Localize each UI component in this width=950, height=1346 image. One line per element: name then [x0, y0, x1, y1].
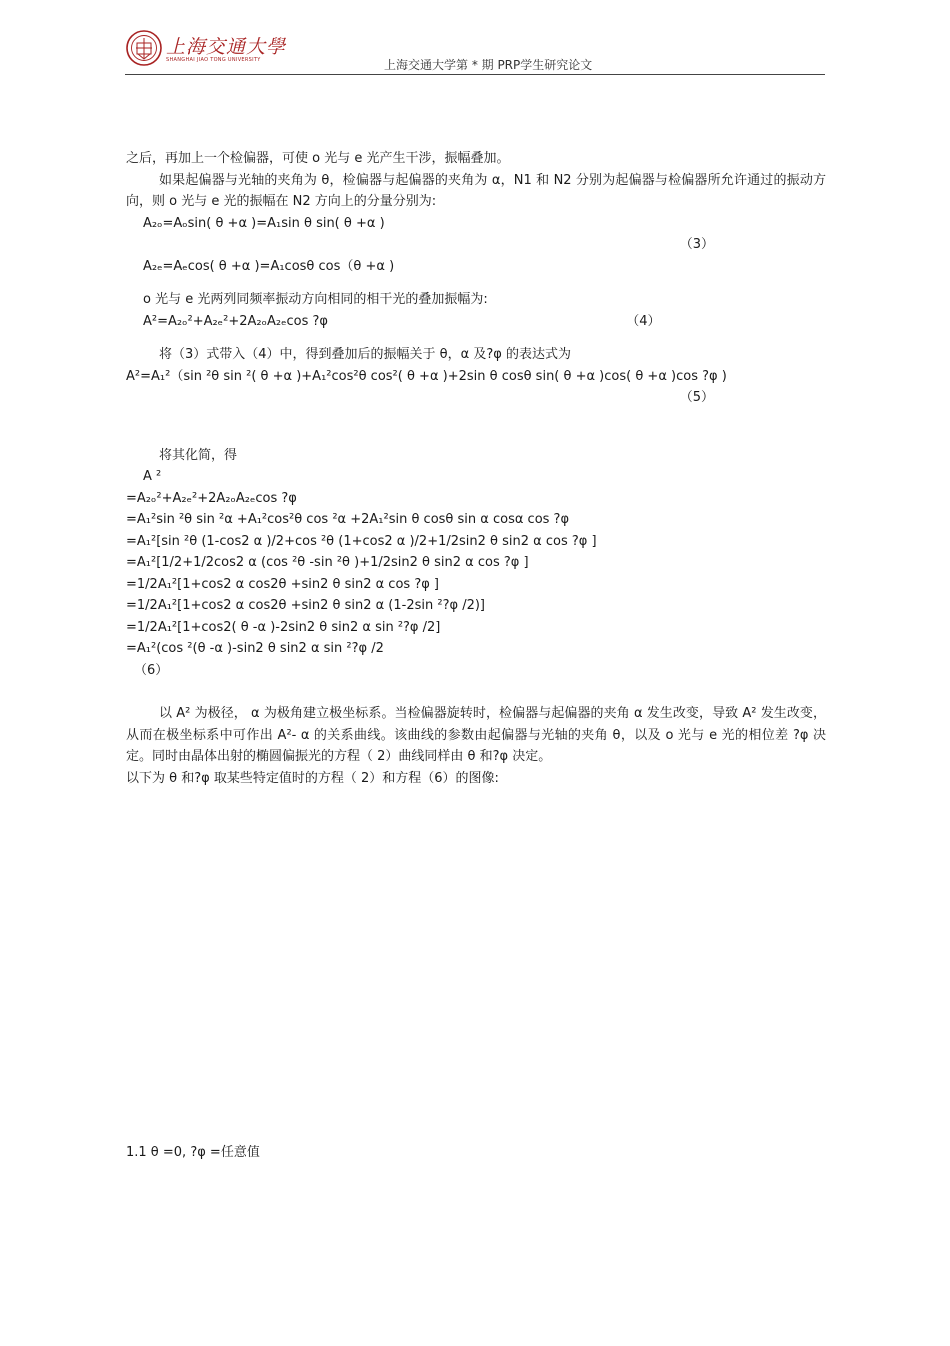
- equation-number-6: （6）: [134, 662, 169, 678]
- equation-4-body: A²=A₂ₒ²+A₂ₑ²+2A₂ₒA₂ₑcos ?φ: [143, 313, 328, 329]
- derivation-line: =A₁²sin ²θ sin ²α +A₁²cos²θ cos ²α +2A₁²sin θ cosθ sin α cosα cos ?φ: [126, 512, 570, 527]
- derivation-line: =A₂ₒ²+A₂ₑ²+2A₂ₒA₂ₑcos ?φ: [126, 490, 297, 506]
- paragraph-simplify: 将其化简，得: [159, 447, 238, 463]
- equation-number-4: （4）: [626, 313, 661, 329]
- paragraph-interference: 之后，再加上一个检偏器，可使 o 光与 e 光产生干涉，振幅叠加。: [126, 151, 510, 166]
- derivation-line: =1/2A₁²[1+cos2( θ -α )-2sin2 θ sin2 α sin ²?φ /2]: [126, 619, 441, 635]
- paragraph-angles: 如果起偏器与光轴的夹角为 θ，检偏器与起偏器的夹角为 α，N1 和 N2 分别为起偏器与检偏器所允许通过的振动方向，则 o 光与 e 光的振幅在 N2 方向上的分量分别为:: [126, 172, 826, 209]
- figure-area: [126, 789, 826, 1142]
- derivation-line: =1/2A₁²[1+cos2 α cos2θ +sin2 θ sin2 α (1-2sin ²?φ /2)]: [126, 598, 485, 613]
- paper-body: [126, 148, 826, 1164]
- equation-number-5: （5）: [679, 390, 714, 405]
- paragraph-substitute: 将（3）式带入（4）中，得到叠加后的振幅关于 θ，α 及?φ 的表达式为: [159, 347, 571, 362]
- university-seal-icon: [126, 30, 162, 66]
- paragraph-superposition: o 光与 e 光两列同频率振动方向相同的相干光的叠加振幅为:: [143, 292, 488, 307]
- derivation-line: A ²: [143, 469, 162, 484]
- equation-3a: A₂ₒ=Aₒsin( θ +α )=A₁sin θ sin( θ +α ): [143, 215, 385, 231]
- equation-5: A²=A₁²（sin ²θ sin ²( θ +α )+A₁²cos²θ cos²( θ +α )+2sin θ cosθ sin( θ +α )cos( θ +α )cos ?φ ): [126, 368, 727, 384]
- equation-4: [126, 311, 826, 333]
- derivation-line: =1/2A₁²[1+cos2 α cos2θ +sin2 θ sin2 α cos ?φ ]: [126, 576, 439, 592]
- equation-number-3: （3）: [679, 237, 714, 252]
- paragraph-figures-intro: 以下为 θ 和?φ 取某些特定值时的方程（ 2）和方程（6）的图像:: [126, 770, 499, 786]
- derivation-line: =A₁²[sin ²θ (1-cos2 α )/2+cos ²θ (1+cos2 α )/2+1/2sin2 θ sin2 α cos ?φ ]: [126, 533, 597, 549]
- logo-subtitle: SHANGHAI JIAO TONG UNIVERSITY: [166, 57, 261, 63]
- logo-wordmark: 上海交通大學: [166, 36, 287, 58]
- equation-3b: A₂ₑ=Aₑcos( θ +α )=A₁cosθ cos（θ +α ): [143, 258, 395, 274]
- derivation-line: =A₁²[1/2+1/2cos2 α (cos ²θ -sin ²θ )+1/2sin2 θ sin2 α cos ?φ ]: [126, 555, 529, 570]
- derivation-line: =A₁²(cos ²(θ -α )-sin2 θ sin2 α sin ²?φ /2: [126, 641, 384, 656]
- university-logo: [126, 30, 287, 74]
- section-heading-1-1: 1.1 θ =0, ?φ =任意值: [126, 1145, 260, 1160]
- running-head: 上海交通大学第 * 期 PRP学生研究论文: [384, 58, 593, 72]
- header-rule: [125, 74, 825, 75]
- paragraph-polar-coordinates: 以 A² 为极径， α 为极角建立极坐标系。当检偏器旋转时，检偏器与起偏器的夹角 α 发生改变，导致 A² 发生改变，从而在极坐标系中可作出 A²- α 的关系曲线。该曲线的参数由起偏器与光轴的夹角 θ，以及 o 光与 e 光的相位差 ?φ 决定。同时由晶体出射的椭圆偏振光的方程（ 2）曲线同样由 θ 和?φ 决定。: [126, 706, 826, 764]
